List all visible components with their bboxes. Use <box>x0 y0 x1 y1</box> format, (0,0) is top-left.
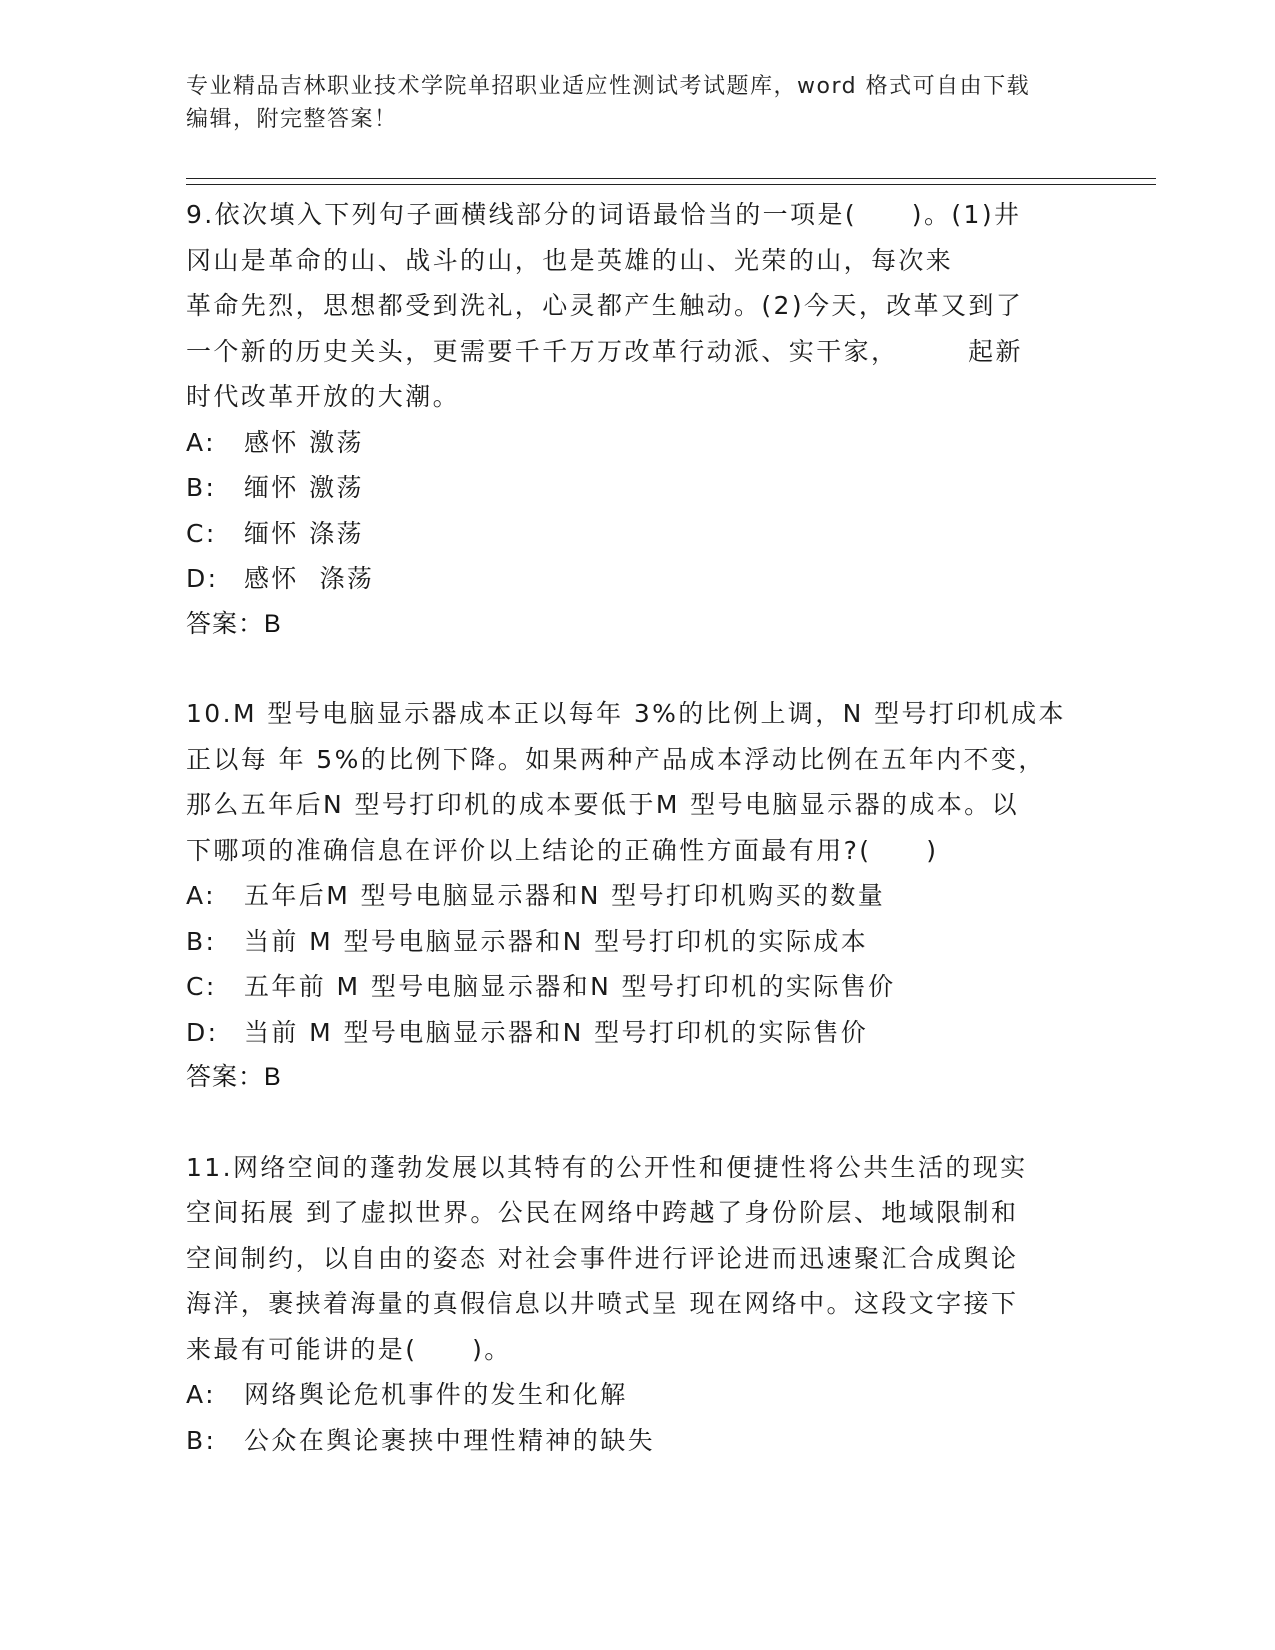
option-b <box>186 1418 1086 1464</box>
stem-line: 9.依次填入下列句子画横线部分的词语最恰当的一项是( )。(1)井 <box>186 200 1022 229</box>
page-header <box>186 70 1086 136</box>
stem-line: 空间制约，以自由的姿态 对社会事件进行评论进而迅速聚汇合成舆论 <box>186 1243 1019 1273</box>
option-key: B: <box>186 473 217 502</box>
option-text: 当前 M 型号电脑显示器和N 型号打印机的实际售价 <box>244 1017 869 1047</box>
option-d <box>186 556 1086 602</box>
question-10 <box>186 691 1086 1101</box>
option-key: B: <box>186 926 217 956</box>
answer-line: 答案：B <box>186 1063 282 1091</box>
option-b <box>186 465 1086 511</box>
stem-line: 下哪项的准确信息在评价以上结论的正确性方面最有用?( ) <box>186 835 939 865</box>
question-stem <box>186 1145 1086 1373</box>
question-list <box>186 192 1086 1463</box>
header-line-2: 编辑，附完整答案！ <box>186 107 398 132</box>
stem-line: 11.网络空间的蓬勃发展以其特有的公开性和便捷性将公共生活的现实 <box>186 1152 1028 1182</box>
option-key: A: <box>186 427 216 457</box>
option-c <box>186 511 1086 557</box>
stem-line: 海洋，裹挟着海量的真假信息以井喷式呈 现在网络中。这段文字接下 <box>186 1289 1019 1318</box>
option-text: 五年后M 型号电脑显示器和N 型号打印机购买的数量 <box>244 881 886 910</box>
stem-line: 那么五年后N 型号打印机的成本要低于M 型号电脑显示器的成本。以 <box>186 790 1019 819</box>
question-9 <box>186 192 1086 647</box>
option-text: 缅怀 涤荡 <box>244 518 364 548</box>
stem-line: 来最有可能讲的是( )。 <box>186 1334 512 1364</box>
question-stem <box>186 192 1086 420</box>
option-a <box>186 420 1086 466</box>
option-text: 缅怀 激荡 <box>244 473 364 502</box>
stem-line: 冈山是革命的山、战斗的山，也是英雄的山、光荣的山，每次来 <box>186 245 954 275</box>
stem-line: 正以每 年 5%的比例下降。如果两种产品成本浮动比例在五年内不变， <box>186 744 1046 774</box>
option-text: 感怀 涤荡 <box>244 564 375 593</box>
header-line-1: 专业精品吉林职业技术学院单招职业适应性测试考试题库，word 格式可自由下载 <box>186 74 1031 99</box>
option-key: B: <box>186 1425 217 1455</box>
option-text: 五年前 M 型号电脑显示器和N 型号打印机的实际售价 <box>244 972 896 1001</box>
question-stem <box>186 691 1086 873</box>
option-text: 当前 M 型号电脑显示器和N 型号打印机的实际成本 <box>244 926 869 956</box>
option-key: C: <box>186 518 217 548</box>
option-key: A: <box>186 881 216 910</box>
stem-line: 革命先烈，思想都受到洗礼，心灵都产生触动。(2)今天，改革又到了 <box>186 291 1024 320</box>
option-text: 网络舆论危机事件的发生和化解 <box>244 1380 628 1409</box>
option-key: D: <box>186 1017 219 1047</box>
question-11 <box>186 1145 1086 1464</box>
stem-line: 10.M 型号电脑显示器成本正以每年 3%的比例上调，N 型号打印机成本 <box>186 699 1066 728</box>
stem-line: 时代改革开放的大潮。 <box>186 382 461 411</box>
stem-line: 一个新的历史关头，更需要千千万万改革行动派、实干家， 起新 <box>186 336 1023 366</box>
stem-line: 空间拓展 到了虚拟世界。公民在网络中跨越了身份阶层、地域限制和 <box>186 1198 1019 1227</box>
answer-line: 答案：B <box>186 609 282 638</box>
option-a <box>186 1372 1086 1418</box>
option-d <box>186 1010 1086 1056</box>
header-divider <box>186 178 1156 185</box>
option-b <box>186 919 1086 965</box>
option-key: D: <box>186 564 219 593</box>
option-text: 感怀 激荡 <box>244 427 364 457</box>
option-c <box>186 964 1086 1010</box>
option-text: 公众在舆论裹挟中理性精神的缺失 <box>244 1425 656 1455</box>
option-a <box>186 873 1086 919</box>
option-key: C: <box>186 972 217 1001</box>
option-key: A: <box>186 1380 216 1409</box>
